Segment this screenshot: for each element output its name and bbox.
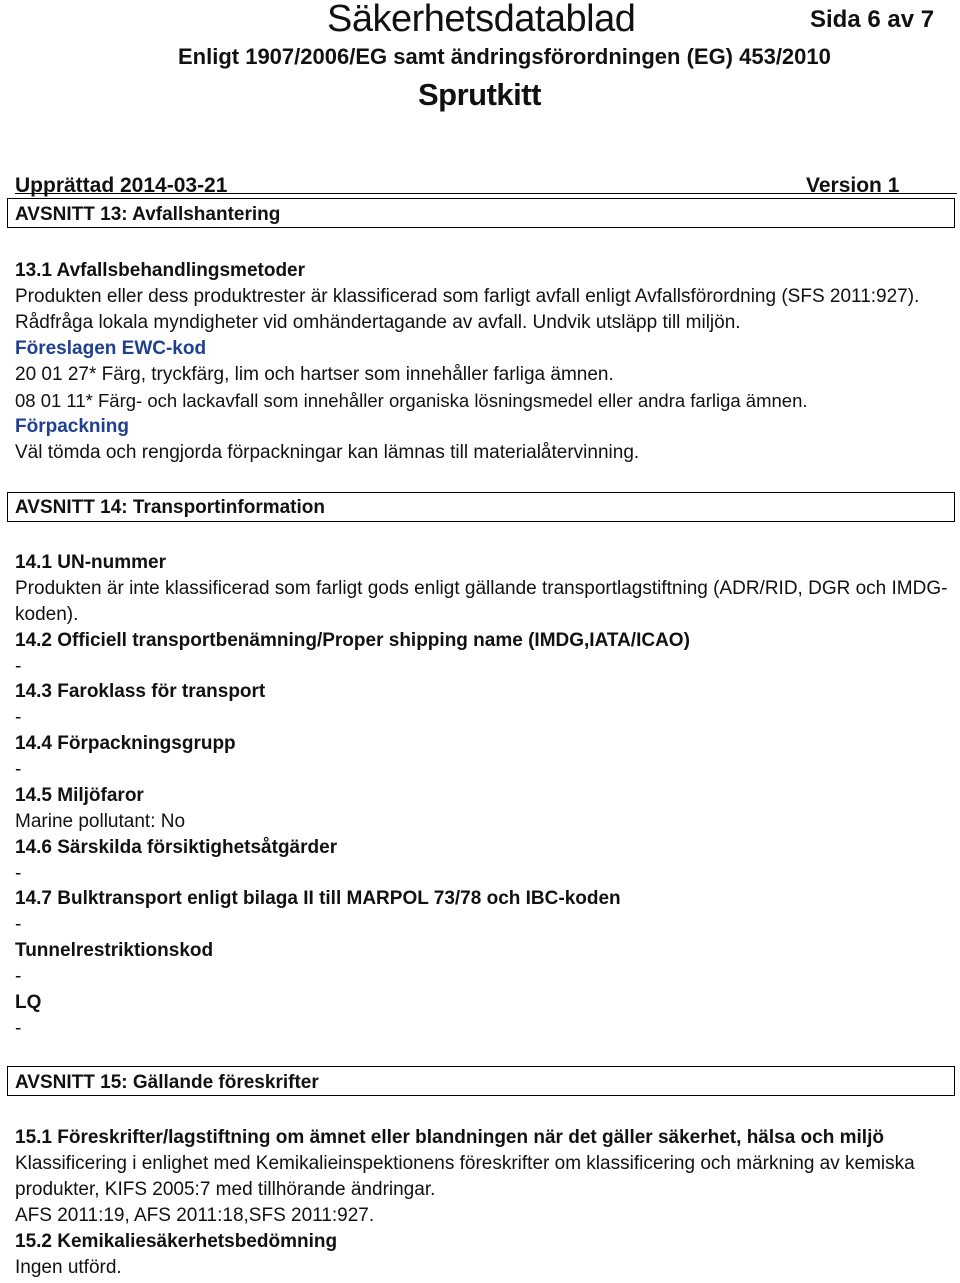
s15-paragraph-2: AFS 2011:19, AFS 2011:18,SFS 2011:927. bbox=[15, 1205, 375, 1226]
s14-heading-9: LQ bbox=[15, 992, 42, 1013]
page-indicator: Sida 6 av 7 bbox=[810, 6, 935, 33]
s13-heading-1: 13.1 Avfallsbehandlingsmetoder bbox=[15, 260, 306, 281]
s14-heading-3: 14.3 Faroklass för transport bbox=[15, 681, 266, 702]
s15-paragraph-1b: produkter, KIFS 2005:7 med tillhörande ändringar. bbox=[15, 1179, 436, 1200]
s14-heading-1: 14.1 UN-nummer bbox=[15, 552, 166, 573]
document-title: Säkerhetsdatablad bbox=[327, 0, 636, 40]
s14-heading-8: Tunnelrestriktionskod bbox=[15, 940, 214, 961]
s15-heading-1: 15.1 Föreskrifter/lagstiftning om ämnet eller blandningen när det gäller säkerhet, hälsa och miljö bbox=[15, 1127, 884, 1148]
s14-value-2: - bbox=[15, 656, 22, 677]
version-label: Version 1 bbox=[806, 174, 900, 197]
s15-heading-2: 15.2 Kemikaliesäkerhetsbedömning bbox=[15, 1231, 338, 1252]
ewc-code-2: 08 01 11* Färg- och lackavfall som innehåller organiska lösningsmedel eller andra farliga ämnen. bbox=[15, 390, 808, 411]
s14-paragraph-1b: koden). bbox=[15, 604, 79, 625]
s14-paragraph-1a: Produkten är inte klassificerad som farligt gods enligt gällande transportlagstiftning (ADR/RID, DGR och IMDG- bbox=[15, 578, 948, 599]
s14-value-9: - bbox=[15, 1018, 22, 1039]
s15-paragraph-3: Ingen utförd. bbox=[15, 1257, 122, 1278]
packaging-heading: Förpackning bbox=[15, 416, 130, 437]
created-date: Upprättad 2014-03-21 bbox=[15, 174, 228, 197]
s14-heading-6: 14.6 Särskilda försiktighetsåtgärder bbox=[15, 837, 338, 858]
section-13-title: AVSNITT 13: Avfallshantering bbox=[15, 204, 281, 225]
s13-paragraph-1: Produkten eller dess produktrester är klassificerad som farligt avfall enligt Avfallsförordning (SFS 2011:927). bbox=[15, 286, 920, 307]
product-name: Sprutkitt bbox=[418, 77, 541, 112]
s14-heading-4: 14.4 Förpackningsgrupp bbox=[15, 733, 236, 754]
packaging-text: Väl tömda och rengjorda förpackningar kan lämnas till materialåtervinning. bbox=[15, 442, 640, 463]
header-divider bbox=[15, 193, 957, 194]
section-15-title: AVSNITT 15: Gällande föreskrifter bbox=[15, 1072, 319, 1093]
s14-heading-5: 14.5 Miljöfaror bbox=[15, 785, 144, 806]
s14-value-7: - bbox=[15, 914, 22, 935]
regulation-subtitle: Enligt 1907/2006/EG samt ändringsförordningen (EG) 453/2010 bbox=[178, 44, 831, 69]
s14-value-5: Marine pollutant: No bbox=[15, 811, 186, 832]
s14-heading-2: 14.2 Officiell transportbenämning/Proper shipping name (IMDG,IATA/ICAO) bbox=[15, 630, 690, 651]
s13-paragraph-2: Rådfråga lokala myndigheter vid omhändertagande av avfall. Undvik utsläpp till miljön. bbox=[15, 312, 741, 333]
s14-value-8: - bbox=[15, 966, 22, 987]
s14-value-6: - bbox=[15, 863, 22, 884]
s15-paragraph-1a: Klassificering i enlighet med Kemikalieinspektionens föreskrifter om klassificering och märkning av kemiska bbox=[15, 1153, 915, 1174]
s14-heading-7: 14.7 Bulktransport enligt bilaga II till MARPOL 73/78 och IBC-koden bbox=[15, 888, 621, 909]
s14-value-4: - bbox=[15, 759, 22, 780]
ewc-heading: Föreslagen EWC-kod bbox=[15, 338, 207, 359]
section-14-title: AVSNITT 14: Transportinformation bbox=[15, 497, 326, 518]
ewc-code-1: 20 01 27* Färg, tryckfärg, lim och hartser som innehåller farliga ämnen. bbox=[15, 364, 614, 385]
s14-value-3: - bbox=[15, 707, 22, 728]
